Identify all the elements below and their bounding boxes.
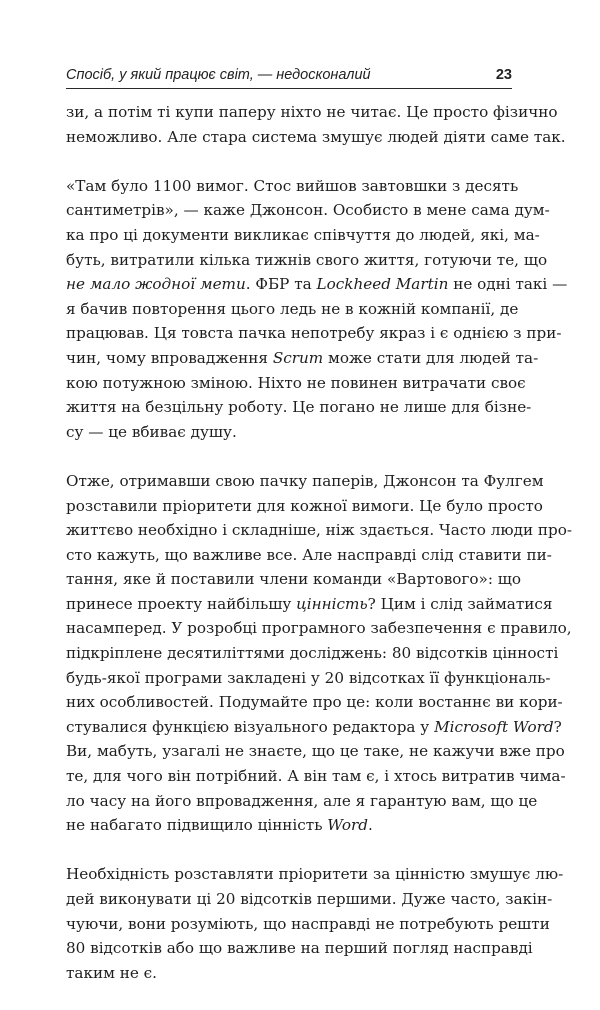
text-line	[66, 223, 540, 248]
body-text	[66, 100, 573, 1010]
text-segment: дей виконувати ці 20 відсотків першими. Дуже часто, закін-	[66, 890, 553, 908]
text-line	[66, 592, 553, 617]
paragraph	[66, 862, 564, 985]
text-segment: Отже, отримавши свою пачку паперів, Джонсон та Фулгем	[66, 471, 544, 490]
text-line	[66, 125, 566, 150]
text-segment: ло часу на його впровадження, але я гарантую вам, що це	[66, 791, 538, 810]
text-line	[66, 321, 562, 346]
page-number: 23	[495, 67, 512, 83]
italic-text: не мало жодної мети	[66, 275, 246, 294]
text-segment: те, для чого він потрібний. А він там є, і хтось витратив чима-	[66, 767, 566, 786]
text-segment: не одні такі —	[448, 275, 568, 294]
running-header	[66, 66, 512, 89]
text-line	[66, 198, 550, 223]
text-line	[66, 764, 566, 789]
text-segment: принесе проекту найбільшу	[66, 594, 297, 613]
text-line	[66, 715, 562, 740]
text-segment: працював. Ця товста пачка непотребу якраз і є однією з при-	[66, 324, 562, 343]
text-segment: будь-якої програми закладені у 20 відсотках її функціональ-	[66, 668, 551, 687]
text-line	[66, 100, 558, 125]
text-segment: стувалися функцією візуального редактора у	[66, 717, 435, 736]
text-line	[66, 518, 573, 543]
text-segment: чин, чому впровадження	[66, 348, 273, 367]
text-segment: не набагато підвищило цінність	[66, 816, 328, 835]
text-line	[66, 961, 512, 986]
text-segment: розставили пріоритети для кожної вимоги. Це було просто	[66, 496, 543, 515]
text-line	[66, 469, 544, 494]
italic-text: цінність	[296, 594, 368, 613]
paragraph	[66, 174, 568, 445]
text-line	[66, 420, 512, 445]
text-line	[66, 174, 519, 199]
text-line	[66, 936, 533, 961]
text-line	[66, 248, 548, 273]
text-segment: я бачив повторення цього ледь не в кожній компанії, де	[66, 299, 519, 318]
text-segment: сто кажуть, що важливе все. Але насправді слід ставити пи-	[66, 545, 552, 564]
text-line	[66, 641, 559, 666]
text-line	[66, 739, 565, 764]
text-segment: життя на безцільну роботу. Це погано не лише для бізне-	[66, 398, 532, 417]
text-segment: них особливостей. Подумайте про це: коли востаннє ви кори-	[66, 693, 563, 712]
text-segment: таким не є.	[66, 963, 157, 982]
text-line	[66, 346, 539, 371]
text-segment: може стати для людей та-	[323, 348, 539, 367]
text-line	[66, 813, 512, 838]
text-segment: підкріплене десятиліттями досліджень: 80 відсотків цінності	[66, 644, 559, 663]
text-segment: неможливо. Але стара система змушує людей діяти саме так.	[66, 127, 566, 146]
text-segment: буть, витратили кілька тижнів свого життя, готуючи те, що	[66, 250, 548, 269]
text-segment: .	[368, 816, 373, 835]
text-segment: Ви, мабуть, узагалі не знаєте, що це таке, не кажучи вже про	[66, 742, 565, 761]
text-line	[66, 567, 522, 592]
italic-text: Scrum	[272, 348, 324, 367]
text-segment: су — це вбиває душу.	[66, 422, 237, 441]
text-line	[66, 297, 519, 322]
running-title: Спосіб, у який працює світ, — недосконалий	[66, 67, 371, 83]
italic-text: Word	[327, 816, 369, 835]
text-line	[66, 887, 553, 912]
text-line	[66, 690, 563, 715]
text-segment: тання, яке й поставили члени команди «Вартового»: що	[66, 570, 522, 589]
text-line	[66, 543, 552, 568]
text-line	[66, 912, 550, 937]
text-segment: життєво необхідно і складніше, ніж здається. Часто люди про-	[66, 521, 573, 540]
text-segment: ? Цим і слід займатися	[367, 594, 553, 613]
text-segment: ?	[553, 717, 562, 736]
text-segment: «Там було 1100 вимог. Стос вийшов завтовшки з десять	[66, 176, 519, 195]
text-segment: . ФБР та	[245, 275, 317, 294]
paragraph	[66, 469, 573, 838]
text-segment: кою потужною зміною. Ніхто не повинен витрачати своє	[66, 373, 526, 392]
text-segment: чуючи, вони розуміють, що насправді не потребують решти	[66, 914, 550, 933]
text-line	[66, 862, 564, 887]
text-line	[66, 371, 526, 396]
text-line	[66, 789, 538, 814]
text-line	[66, 272, 568, 297]
text-segment: 80 відсотків або що важливе на перший погляд насправді	[66, 939, 533, 958]
text-segment: сантиметрів», — каже Джонсон. Особисто в мене сама дум-	[66, 201, 550, 220]
text-segment: зи, а потім ті купи паперу ніхто не читає. Це просто фізично	[66, 103, 558, 121]
paragraph	[66, 100, 566, 149]
text-line	[66, 666, 551, 691]
text-line	[66, 616, 572, 641]
text-segment: ка про ці документи викликає співчуття до людей, які, ма-	[66, 225, 540, 244]
italic-text: Lockheed Martin	[316, 275, 449, 294]
text-line	[66, 494, 543, 519]
text-line	[66, 395, 532, 420]
italic-text: Microsoft Word	[434, 717, 554, 736]
text-segment: насамперед. У розробці програмного забезпечення є правило,	[66, 619, 572, 638]
text-segment: Необхідність розставляти пріоритети за цінністю змушує лю-	[66, 865, 564, 884]
